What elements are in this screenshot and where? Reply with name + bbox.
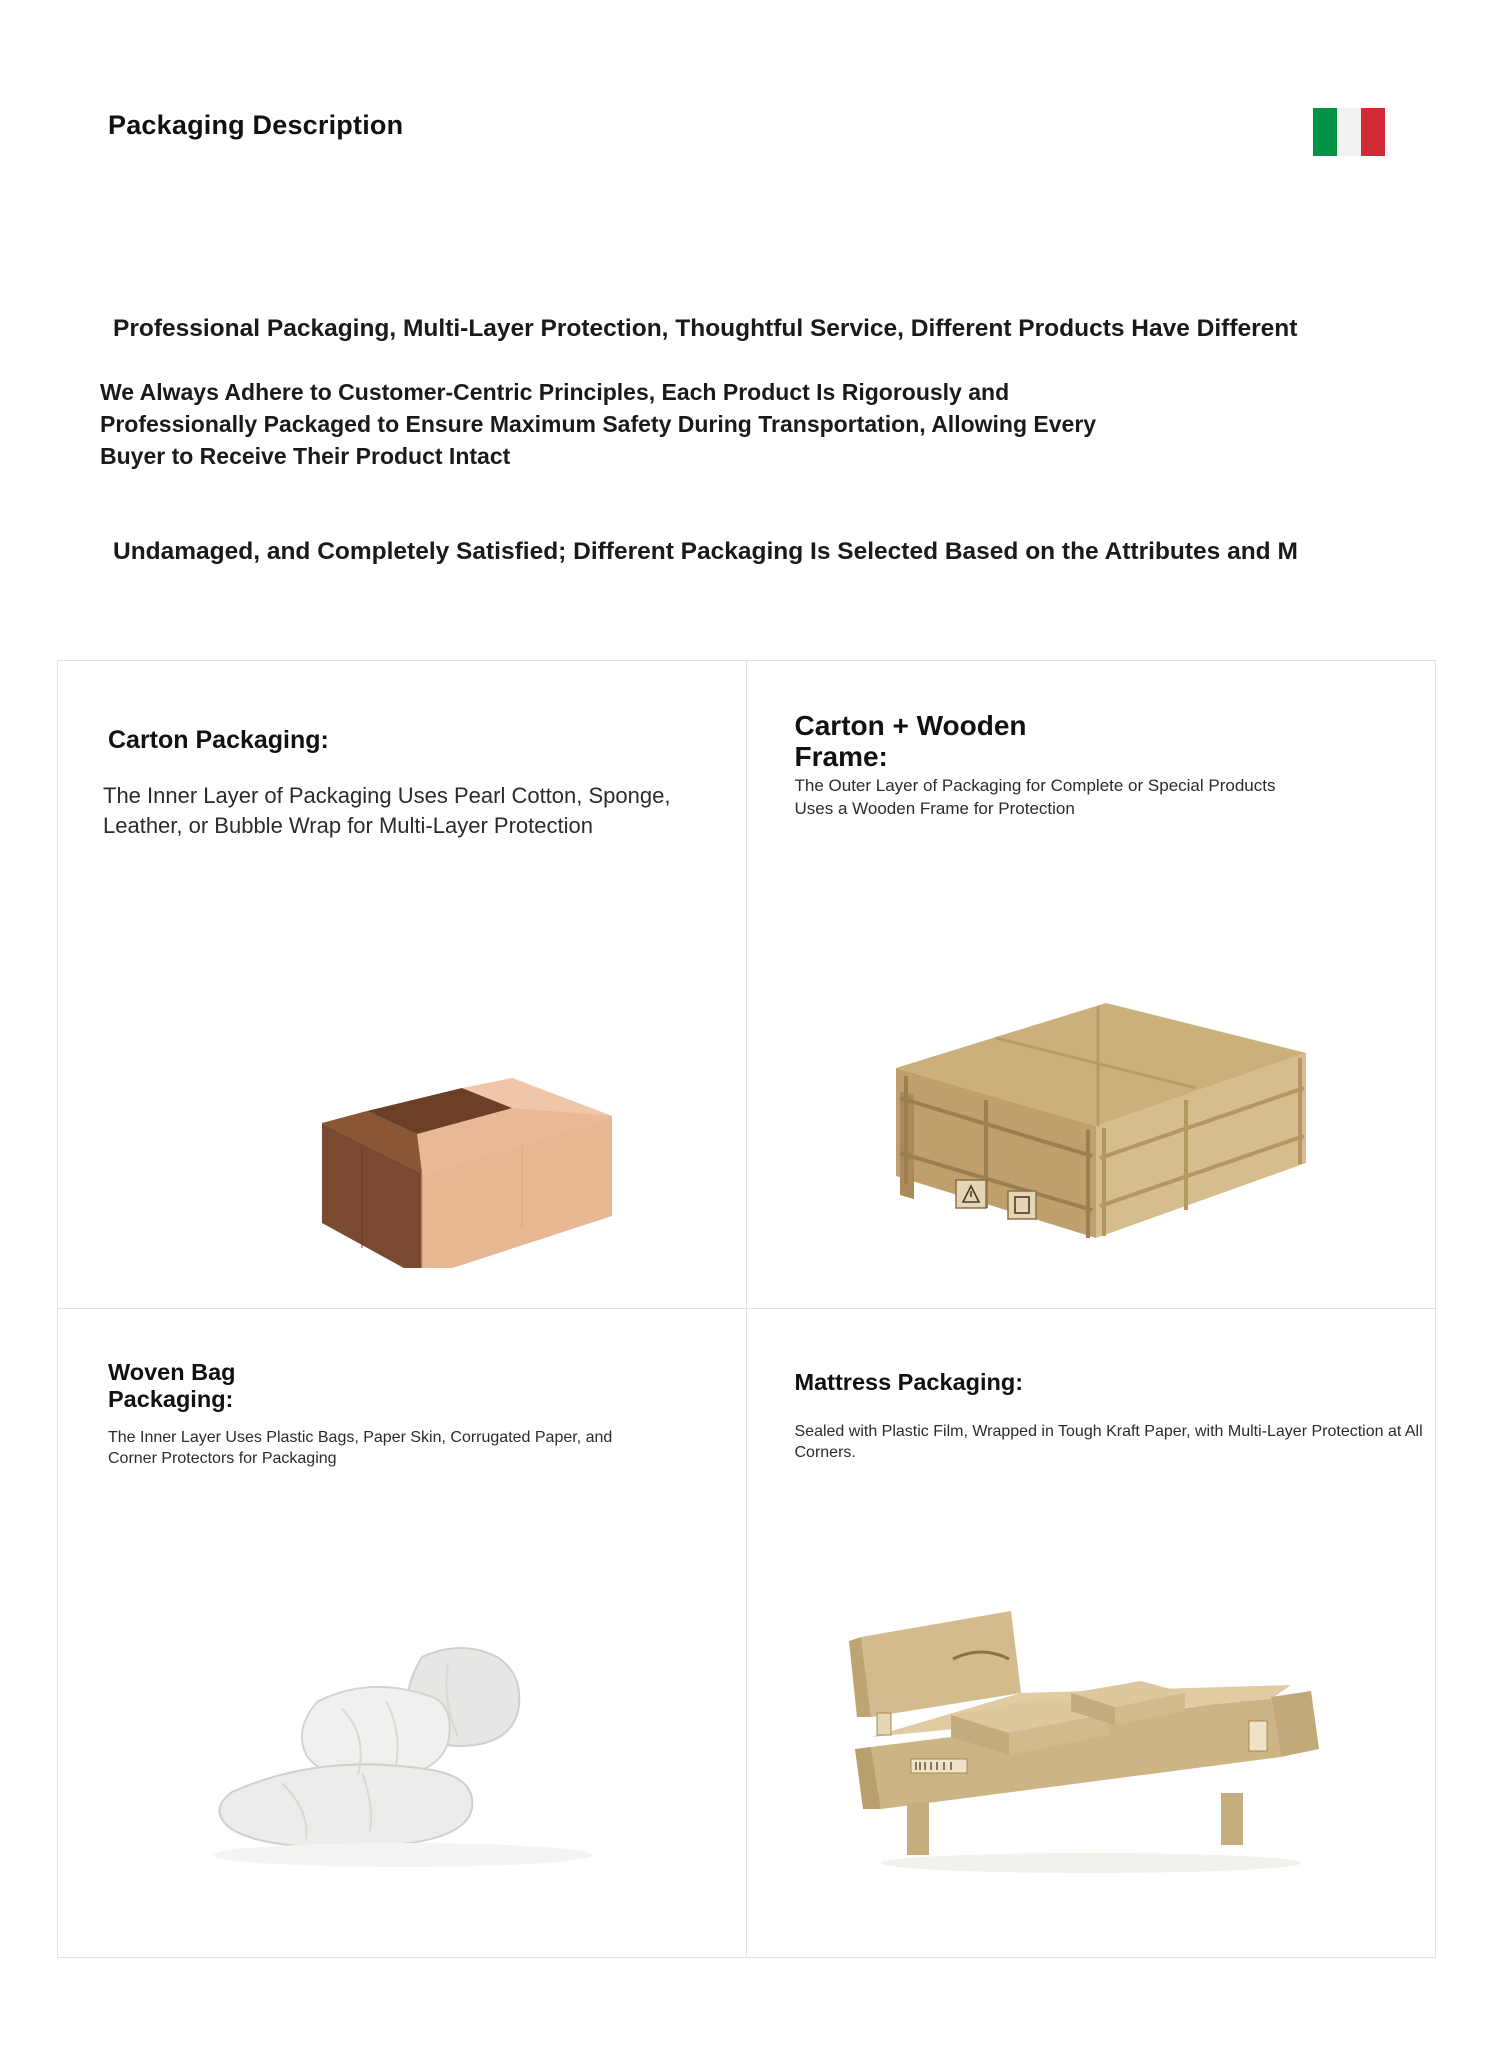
card-title: Mattress Packaging: — [794, 1369, 1024, 1395]
packaging-card-mattress — [747, 1309, 1436, 1957]
packaging-card-woven-bag — [58, 1309, 747, 1957]
packaging-card-wooden-frame — [747, 661, 1436, 1309]
card-title: Carton Packaging: — [108, 726, 329, 754]
page-title: Packaging Description — [108, 110, 404, 140]
intro-headline: Professional Packaging, Multi-Layer Protection, Thoughtful Service, Different Products Have Different — [113, 315, 1298, 342]
card-description: The Inner Layer of Packaging Uses Pearl Cotton, Sponge, Leather, or Bubble Wrap for Multi-Layer Protection — [103, 783, 671, 838]
flag-stripe-red — [1361, 108, 1385, 156]
packaging-cards-grid — [57, 660, 1436, 1958]
card-description: The Inner Layer Uses Plastic Bags, Paper Skin, Corrugated Paper, and Corner Protectors for Packaging — [108, 1429, 613, 1467]
italy-flag-icon — [1313, 108, 1385, 156]
intro-paragraph: We Always Adhere to Customer-Centric Principles, Each Product Is Rigorously and Professionally Packaged to Ensure Maximum Safety During Transportation, Allowing Every Buyer to Receive Their Product Intact — [100, 379, 1097, 469]
wooden-crate-image — [747, 948, 1436, 1278]
carton-box-image — [58, 948, 746, 1278]
flag-stripe-green — [1313, 108, 1337, 156]
card-title: Carton + Wooden Frame: — [794, 710, 1027, 772]
card-title: Woven Bag Packaging: — [108, 1359, 236, 1413]
intro-footline: Undamaged, and Completely Satisfied; Different Packaging Is Selected Based on the Attributes and M — [113, 538, 1298, 565]
woven-bag-image — [58, 1597, 746, 1927]
card-description: Sealed with Plastic Film, Wrapped in Tough Kraft Paper, with Multi-Layer Protection at All Corners. — [794, 1423, 1423, 1461]
packed-bed-frame-image — [747, 1597, 1436, 1927]
card-description: The Outer Layer of Packaging for Complete or Special Products Uses a Wooden Frame for Protection — [794, 776, 1276, 818]
packaging-card-carton — [58, 661, 747, 1309]
page-header — [0, 0, 1491, 180]
flag-stripe-white — [1337, 108, 1361, 156]
